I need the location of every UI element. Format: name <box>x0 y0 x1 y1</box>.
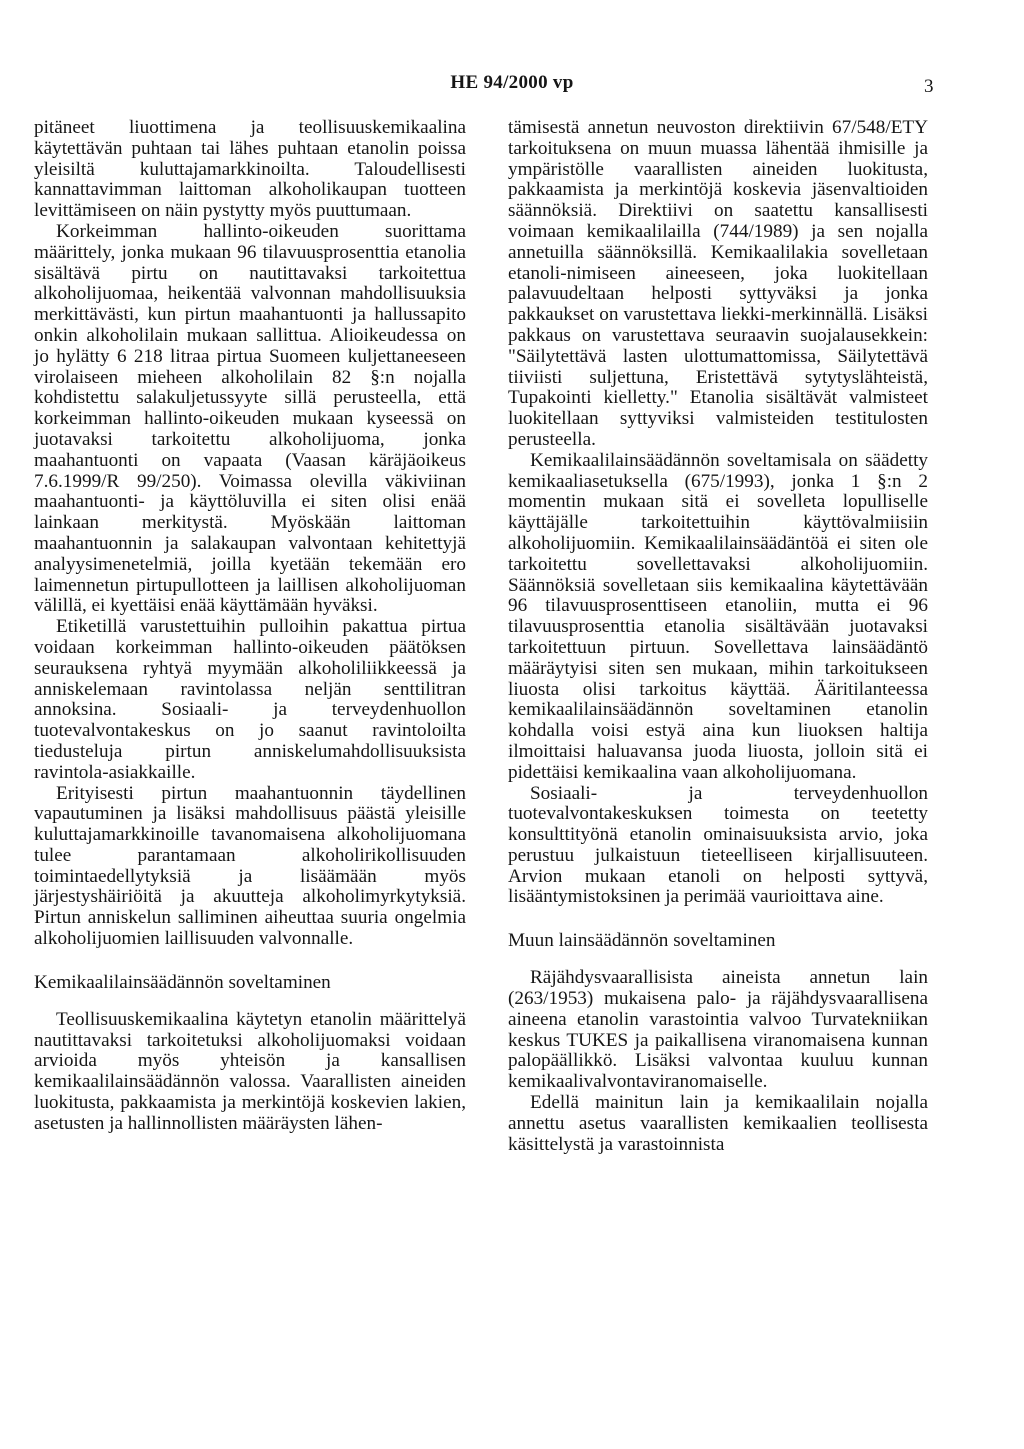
section-heading: Kemikaalilainsäädännön soveltaminen <box>34 971 331 993</box>
paragraph: Edellä mainitun lain ja kemikaalilain nojalla annettu asetus vaarallisten kemikaalien teollisesta käsittelystä ja varastoinnista <box>508 1092 928 1155</box>
paragraph: pitäneet liuottimena ja teollisuuskemikaalina käytettävän puhtaan tai lähes puhtaan etanolin poissa yleisiltä kuluttajamarkkinoilta. Taloudellisesti kannattavimman laittoman alkoholikaupan tuotteen levittämiseen on näin pystytty myös puuttumaan. <box>34 117 466 222</box>
paragraph: Erityisesti pirtun maahantuonnin täydellinen vapautuminen ja lisäksi mahdollisuus päästä yleisille kuluttajamarkkinoille tavanomaisena alkoholijuomana tulee parantamaan alkoholirikollisuuden toimintaedellytyksiä ja lisäämään myös järjestyshäiriöitä ja akuutteja alkoholimyrkytyksiä. Pirtun anniskelun salliminen aiheuttaa suuria ongelmia alkoholijuomien laillisuuden valvonnalle. <box>34 782 466 950</box>
page-number: 3 <box>924 76 934 97</box>
right-column <box>508 118 928 1155</box>
paragraph: Teollisuuskemikaalina käytetyn etanolin määrittelyä nautittavaksi tarkoitetuksi alkoholijuomaksi voidaan arvioida myös yhteisön ja kansallisen kemikaalilainsäädännön valossa. Vaarallisten aineiden luokitusta, pakkaamista ja merkintöjä koskevien lakien, asetusten ja hallinnollisten määräysten lähen- <box>34 1008 466 1134</box>
left-column <box>34 118 466 1135</box>
paragraph: Etiketillä varustettuihin pulloihin pakattua pirtua voidaan korkeimman hallinto-oikeuden päätöksen seurauksena ryhtyä myymään alkoholiliikkeessä ja anniskelemaan ravintolassa neljän senttilitran annoksina. Sosiaali- ja terveydenhuollon tuotevalvontakeskus on jo saanut ravintoloilta tiedusteluja pirtun anniskelumahdollisuuksista ravintola-asiakkaille. <box>34 616 466 783</box>
paragraph: tämisestä annetun neuvoston direktiivin 67/548/ETY tarkoituksena on muun muassa lähentää ihmisille ja ympäristölle vaarallisten aineiden luokitusta, pakkaamista ja merkintöjä koskevia jäsenvaltioiden säännöksiä. Direktiivi on saatettu kansallisesti voimaan kemikaalilailla (744/1989) ja sen nojalla annetuilla säännöksillä. Kemikaalilakia sovelletaan etanoli-nimiseen aineeseen, joka luokitellaan palavuudeltaan helposti syttyväksi ja jonka pakkaukset on varustettava liekki-merkinnällä. Lisäksi pakkaus on varustettava seuraavin suojalausekkein: "Säilytettävä lasten ulottumattomissa, Säilytettävä tiiviisti suljettuna, Eristettävä sytytyslähteistä, Tupakointi kielletty." Etanolia sisältävät valmisteet luokitellaan syttyviksi valmisteiden testitulosten perusteella. <box>508 117 928 450</box>
paragraph: Kemikaalilainsäädännön soveltamisala on säädetty kemikaaliasetuksella (675/1993), jonka 1 §:n 2 momentin mukaan sitä ei sovelleta lopulliselle käyttäjälle tarkoitettuihin käyttövalmiisiin alkoholijuomiin. Kemikaalilainsäädäntöä ei siten ole tarkoitettu sovellettavaksi alkoholijuomiin. Säännöksiä sovelletaan siis kemikaalina käytettävään 96 tilavuusprosenttiseen etanoliin, mutta ei 96 tilavuusprosenttia etanolia sisältävään juotavaksi tarkoitettuun pirtuun. Sovellettava lainsäädäntö määräytyisi siten sen mukaan, mihin tarkoitukseen liuosta olisi tarkoitus käyttää. Ääritilanteessa kemikaalilainsäädännön soveltaminen etanolin kohdalla voisi estyä aina kun liuoksen haltija ilmoittaisi haluavansa juoda liuosta, jolloin sitä ei pidettäisi kemikaalina vaan alkoholijuomana. <box>508 449 928 783</box>
section-heading: Muun lainsäädännön soveltaminen <box>508 930 776 952</box>
paragraph: Sosiaali- ja terveydenhuollon tuotevalvontakeskuksen toimesta on teetetty konsulttityönä etanolin ominaisuuksista arvio, joka perustuu julkaistuun tieteelliseen kirjallisuuteen. Arvion mukaan etanoli on helposti syttyvä, lisääntymistoksinen ja perimää vaurioittava aine. <box>508 782 928 908</box>
paragraph: Räjähdysvaarallisista aineista annetun lain (263/1953) mukaisena palo- ja räjähdysvaarallisena aineena etanolin varastointia valvoo Turvatekniikan keskus TUKES ja paikallisena viranomaisena kunnan palopäällikkö. Lisäksi valvontaa kuuluu kunnan kemikaalivalvontaviranomaiselle. <box>508 967 928 1093</box>
running-header: HE 94/2000 vp <box>450 72 574 93</box>
paragraph: Korkeimman hallinto-oikeuden suorittama määrittely, jonka mukaan 96 tilavuusprosenttia etanolia sisältävä pirtu on nautittavaksi tarkoitettua alkoholijuomaa, heikentää valvonnan mahdollisuuksia merkittävästi, kun pirtun maahantuonti ja hallussapito onkin alkoholilain mukaan sallittua. Alioikeudessa on jo hylätty 6 218 litraa pirtua Suomeen kuljettaneeseen virolaiseen mieheen alkoholilain 82 §:n nojalla kohdistettu salakuljetussyyte sillä perusteella, että korkeimman hallinto-oikeuden mukaan kyseessä on juotavaksi tarkoitettu alkoholijuoma, jonka maahantuonti on vapaata (Vaasan käräjäoikeus 7.6.1999/R 99/250). Voimassa olevilla väkiviinan maahantuonti- ja käyttöluvilla ei siten olisi enää lainkaan merkitystä. Myöskään laittoman maahantuonnin ja salakaupan valvontaan kehitettyjä analyysimenetelmiä, joilla kyetään tekemään ero laimennetun pirtupullotteen ja laillisen alkoholijuoman välillä, ei kyettäisi enää käyttämään hyväksi. <box>34 220 466 617</box>
